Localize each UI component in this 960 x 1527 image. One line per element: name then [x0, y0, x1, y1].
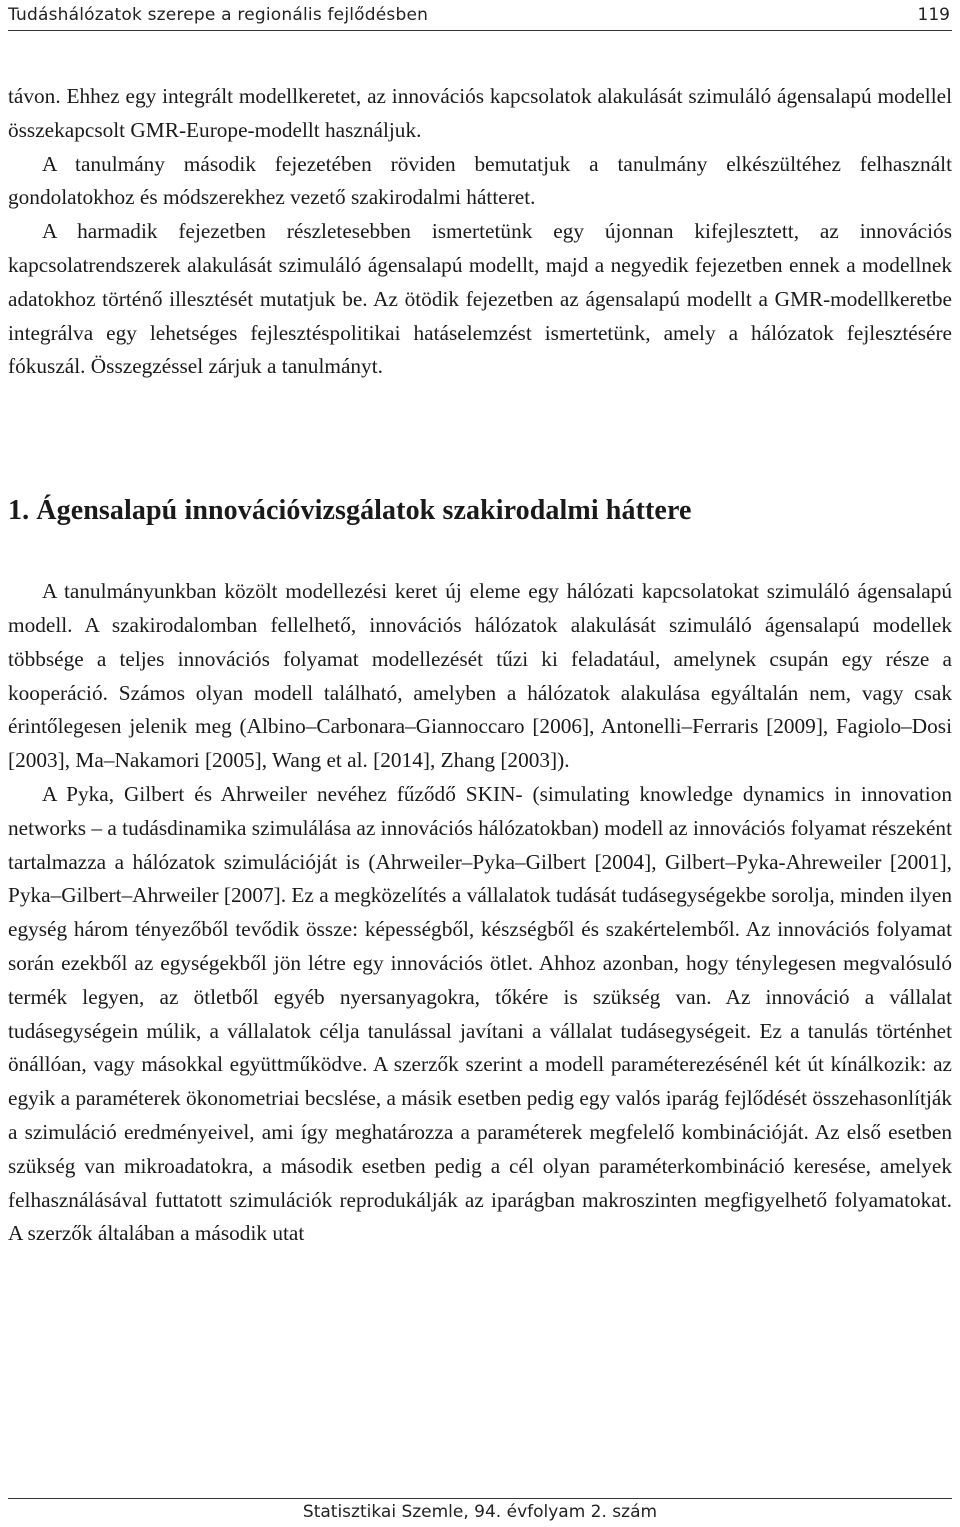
section-heading: 1. Ágensalapú innovációvizsgálatok szakirodalmi háttere — [8, 495, 692, 527]
page-number: 119 — [917, 5, 950, 25]
section-body — [8, 575, 952, 1251]
section-paragraph-1: A tanulmányunkban közölt modellezési keret új eleme egy hálózati kapcsolatokat szimuláló ágensalapú modell. A szakirodalomban fellelhető, innovációs hálózatok alakulását szimuláló ágensalapú modellek többsége a teljes innovációs folyamat modellezését tűzi ki feladatául, amelynek csupán egy része a kooperáció. Számos olyan modell található, amelyben a hálózatok alakulása egyáltalán nem, vagy csak érintőlegesen jelenik meg (Albino–Carbonara–Giannoccaro [2006], Antonelli–Ferraris [2009], Fagiolo–Dosi [2003], Ma–Nakamori [2005], Wang et al. [2014], Zhang [2003]). — [8, 579, 952, 773]
intro-paragraph-2: A tanulmány második fejezetében röviden bemutatjuk a tanulmány elkészültéhez felhasznált gondolatokhoz és módszerekhez vezető szakirodalmi hátteret. — [8, 151, 952, 210]
section-paragraph-2: A Pyka, Gilbert és Ahrweiler nevéhez fűződő SKIN- (simulating knowledge dynamics in innovation networks – a tudásdinamika szimulálása az innovációs hálózatokban) modell az innovációs folyamat részeként tartalmazza a hálózatok szimulációját is (Ahrweiler–Pyka–Gilbert [2004], Gilbert–Pyka-Ahreweiler [2001], Pyka–Gilbert–Ahrweiler [2007]. Ez a megközelítés a vállalatok tudását tudásegységekbe sorolja, minden ilyen egység három tényezőből tevődik össze: képességből, készségből és szakértelemből. Az innovációs folyamat során ezekből az egységekből jön létre egy innovációs ötlet. Ahhoz azonban, hogy ténylegesen megvalósuló termék legyen, az ötletből egyéb nyersanyagokra, tőkére is szükség van. Az innováció a vállalat tudásegységein múlik, a vállalatok célja tanulással javítani a vállalat tudásegységeit. Ez a tanulás történhet önállóan, vagy másokkal együttműködve. A szerzők szerint a modell paraméterezésénél két út kínálkozik: az egyik a paraméterek ökonometriai becslése, a másik esetben pedig egy valós iparág fejlődését összehasonlítják a szimuláció eredményeivel, ami így meghatározza a paraméterek megfelelő kombinációját. Az első esetben szükség van mikroadatokra, a második esetben pedig a cél olyan paraméterkombináció keresése, amelyek felhasználásával futtatott szimulációk reprodukálják az iparágban makroszinten megfigyelhető folyamatokat. A szerzők általában a második utat — [8, 781, 952, 1246]
journal-citation: Statisztikai Szemle, 94. évfolyam 2. szám — [302, 1502, 658, 1522]
article-body — [8, 80, 952, 1251]
running-header — [8, 0, 952, 31]
intro-paragraph-3: A harmadik fejezetben részletesebben ismertetünk egy újonnan kifejlesztett, az innovációs kapcsolatrendszerek alakulását szimuláló ágensalapú modellt, majd a negyedik fejezetben ennek a modellnek adatokhoz történő illesztését mutatjuk be. Az ötödik fejezetben az ágensalapú modellt a GMR-modellkeretbe integrálva egy lehetséges fejlesztéspolitikai hatáselemzést ismertetünk, amely a hálózatok fejlesztésére fókuszál. Összegzéssel zárjuk a tanulmányt. — [8, 219, 952, 379]
running-header-title: Tudáshálózatok szerepe a regionális fejlődésben — [8, 5, 429, 25]
intro-paragraph-1: távon. Ehhez egy integrált modellkeretet, az innovációs kapcsolatok alakulását szimuláló ágensalapú modellel összekapcsolt GMR-Europe-modellt használjuk. — [8, 84, 952, 142]
running-footer — [8, 1498, 952, 1527]
